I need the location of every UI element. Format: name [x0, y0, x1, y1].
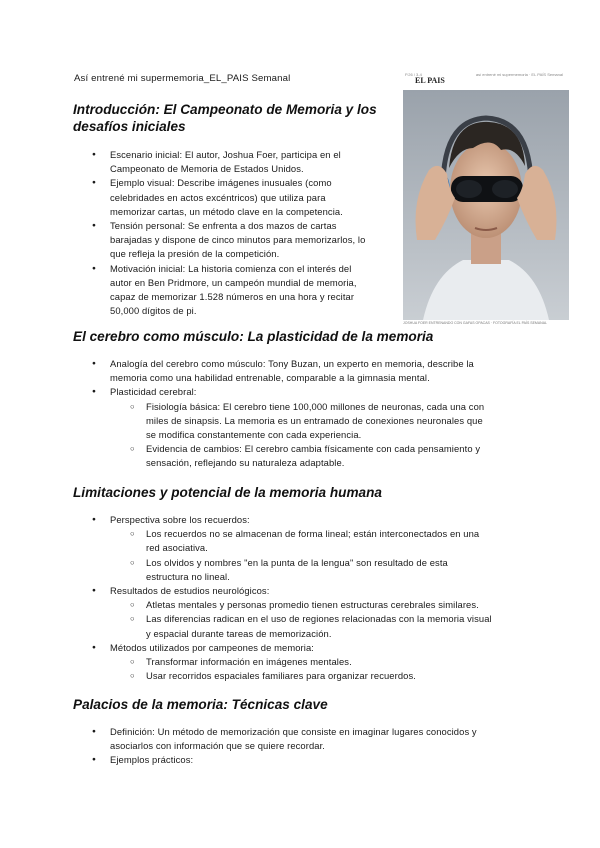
line: capaz de memorizar 1.528 números en una hora y recitar: [110, 291, 355, 303]
list-item: [110, 641, 530, 684]
photo-masthead-text: así entrené mi supermemoria · EL PAÍS Semanal: [475, 72, 563, 77]
line: sensación, reflejando su naturaleza adaptable.: [146, 457, 345, 469]
sub-list: [146, 400, 530, 471]
line: Evidencia de cambios: El cerebro cambia físicamente con cada pensamiento y: [146, 443, 481, 455]
list-item: [110, 584, 530, 641]
photo-caption: JOSHUA FOER ENTRENANDO CON GAFAS OPACAS · FOTOGRAFÍA EL PAÍS SEMANAL: [403, 321, 547, 325]
bullet-list-limitaciones: [110, 513, 530, 683]
line: 50,000 dígitos de pi.: [110, 305, 197, 317]
sub-list: [146, 598, 530, 641]
line: Métodos utilizados por campeones de memoria:: [110, 641, 314, 653]
line: asociarlos con información que se quiere recordar.: [110, 740, 326, 752]
line: Fisiología básica: El cerebro tiene 100,000 millones de neuronas, cada una con: [146, 400, 485, 412]
line: memoria como una habilidad entrenable, comparable a la gimnasia mental.: [110, 372, 430, 384]
line: que refleja la presión de la competición.: [110, 248, 280, 260]
list-item: [110, 262, 395, 319]
line: Usar recorridos espaciales familiares para organizar recuerdos.: [146, 670, 416, 682]
sub-list-item: [146, 612, 530, 640]
line: se modifica constantemente con cada experiencia.: [146, 429, 362, 441]
list-item: [110, 219, 395, 262]
list-item: [110, 725, 530, 753]
line: Campeonato de Memoria de Estados Unidos.: [110, 163, 304, 175]
section-title-cerebro: El cerebro como músculo: La plasticidad de la memoria: [73, 329, 434, 344]
line: barajadas y dispone de cinco minutos para memorizarlos, lo: [110, 234, 366, 246]
sub-list-item: [146, 598, 530, 612]
line: miles de sinapsis. La memoria es un entramado de conexiones neuronales que: [146, 414, 483, 426]
sub-list-item: [146, 400, 530, 443]
line: y espacial durante tareas de memorización.: [146, 627, 332, 639]
line: Definición: Un método de memorización que consiste en imaginar lugares conocidos y: [110, 726, 477, 737]
line: Escenario inicial: El autor, Joshua Foer, participa en el: [110, 149, 341, 160]
photo-masthead: [403, 70, 569, 91]
sub-list: [146, 527, 530, 584]
list-item: [110, 357, 530, 385]
line: Atletas mentales y personas promedio tienen estructuras cerebrales similares.: [146, 599, 479, 611]
line: Ejemplo visual: Describe imágenes inusuales (como: [110, 177, 332, 189]
line: Perspectiva sobre los recuerdos:: [110, 514, 250, 525]
line: Transformar información en imágenes mentales.: [146, 656, 352, 668]
photo-page-ref: P.26 / 3-4: [405, 72, 422, 77]
document-header: Así entrené mi supermemoria_EL_PAIS Semanal: [74, 73, 291, 84]
list-item: [110, 513, 530, 584]
line: Resultados de estudios neurológicos:: [110, 585, 270, 597]
line: Las diferencias radican en el uso de regiones relacionadas con la memoria visual: [146, 613, 492, 625]
line: Los olvidos y nombres "en la punta de la lengua" son resultado de esta: [146, 556, 448, 568]
line: estructura no lineal.: [146, 570, 230, 582]
section-title-introduccion: [73, 101, 377, 135]
el-pais-logo: EL PAIS: [415, 76, 445, 85]
list-item: [110, 385, 530, 470]
sub-list-item: [146, 442, 530, 470]
man-with-goggles-image: [403, 90, 569, 320]
section-title-palacios: Palacios de la memoria: Técnicas clave: [73, 697, 328, 712]
list-item: [110, 753, 530, 767]
title-line: desafíos iniciales: [73, 119, 186, 134]
bullet-list-cerebro: [110, 357, 530, 471]
bullet-list-introduccion: [110, 148, 395, 318]
line: autor en Ben Pridmore, un campeón mundial de memoria,: [110, 276, 357, 288]
line: Los recuerdos no se almacenan de forma lineal; están interconectados en una: [146, 528, 480, 540]
sub-list-item: [146, 527, 530, 555]
list-item: [110, 148, 395, 176]
sub-list-item: [146, 669, 530, 683]
line: celebridades en actos excéntricos) que utiliza para: [110, 191, 326, 203]
section-title-limitaciones: Limitaciones y potencial de la memoria humana: [73, 485, 382, 500]
line: Analogía del cerebro como músculo: Tony Buzan, un experto en memoria, describe la: [110, 358, 474, 369]
sub-list-item: [146, 655, 530, 669]
line: Plasticidad cerebral:: [110, 386, 197, 398]
line: red asociativa.: [146, 542, 208, 554]
line: Tensión personal: Se enfrenta a dos mazos de cartas: [110, 220, 337, 232]
article-photo: [403, 70, 569, 328]
line: memorizar cartas, un método clave en la competencia.: [110, 205, 343, 217]
title-line: Introducción: El Campeonato de Memoria y los: [73, 102, 377, 117]
sub-list-item: [146, 556, 530, 584]
line: Motivación inicial: La historia comienza con el interés del: [110, 262, 352, 274]
list-item: [110, 176, 395, 219]
sub-list: [146, 655, 530, 683]
bullet-list-palacios: [110, 725, 530, 768]
line: Ejemplos prácticos:: [110, 754, 194, 766]
